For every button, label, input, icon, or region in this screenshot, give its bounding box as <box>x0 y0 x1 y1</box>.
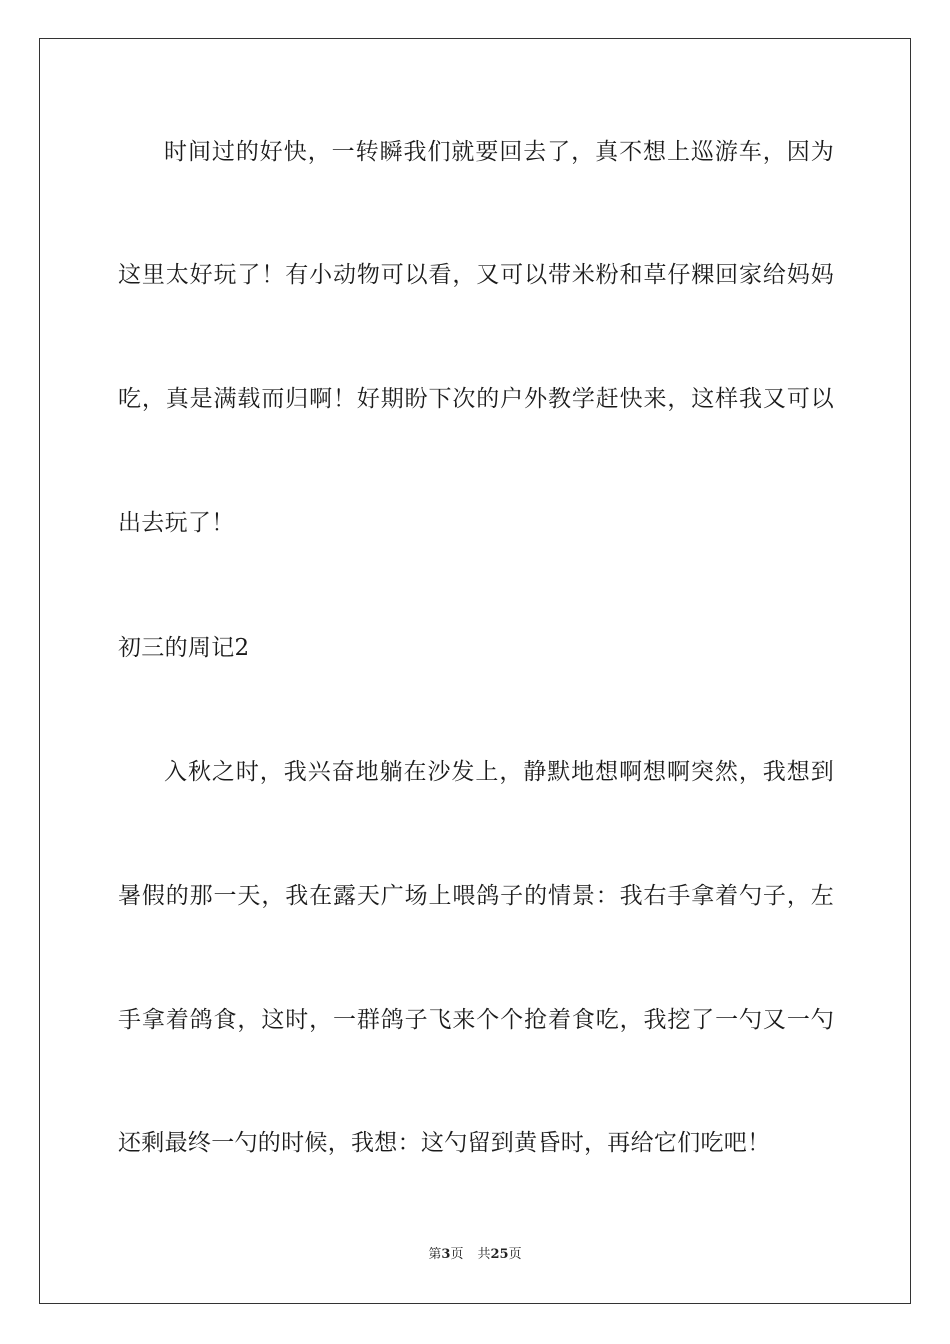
total-suffix: 页 <box>508 1247 522 1262</box>
paragraph-2-line-2: 暑假的那一天，我在露天广场上喂鸽子的情景：我右手拿着勺子，左 <box>118 883 834 909</box>
page-number: 3 <box>441 1247 451 1262</box>
paragraph-1-line-4: 出去玩了！ <box>118 510 235 536</box>
paragraph-2-line-4: 还剩最终一勺的时候，我想：这勺留到黄昏时，再给它们吃吧！ <box>118 1130 771 1156</box>
total-prefix: 共 <box>477 1247 491 1262</box>
section-title: 初三的周记2 <box>118 635 250 661</box>
page-suffix: 页 <box>450 1247 464 1262</box>
paragraph-1-line-2: 这里太好玩了！有小动物可以看，又可以带米粉和草仔粿回家给妈妈 <box>118 262 834 288</box>
page-footer <box>0 1246 950 1264</box>
paragraph-1-line-3: 吃，真是满载而归啊！好期盼下次的户外教学赶快来，这样我又可以 <box>118 386 834 412</box>
paragraph-1-line-1: 时间过的好快，一转瞬我们就要回去了，真不想上巡游车，因为 <box>164 139 834 165</box>
total-pages: 25 <box>490 1247 509 1262</box>
paragraph-2-line-3: 手拿着鸽食，这时，一群鸽子飞来个个抢着食吃，我挖了一勺又一勺 <box>118 1007 834 1033</box>
page-border <box>39 38 911 1304</box>
page-prefix: 第 <box>428 1247 442 1262</box>
paragraph-2-line-1: 入秋之时，我兴奋地躺在沙发上，静默地想啊想啊突然，我想到 <box>164 759 834 785</box>
